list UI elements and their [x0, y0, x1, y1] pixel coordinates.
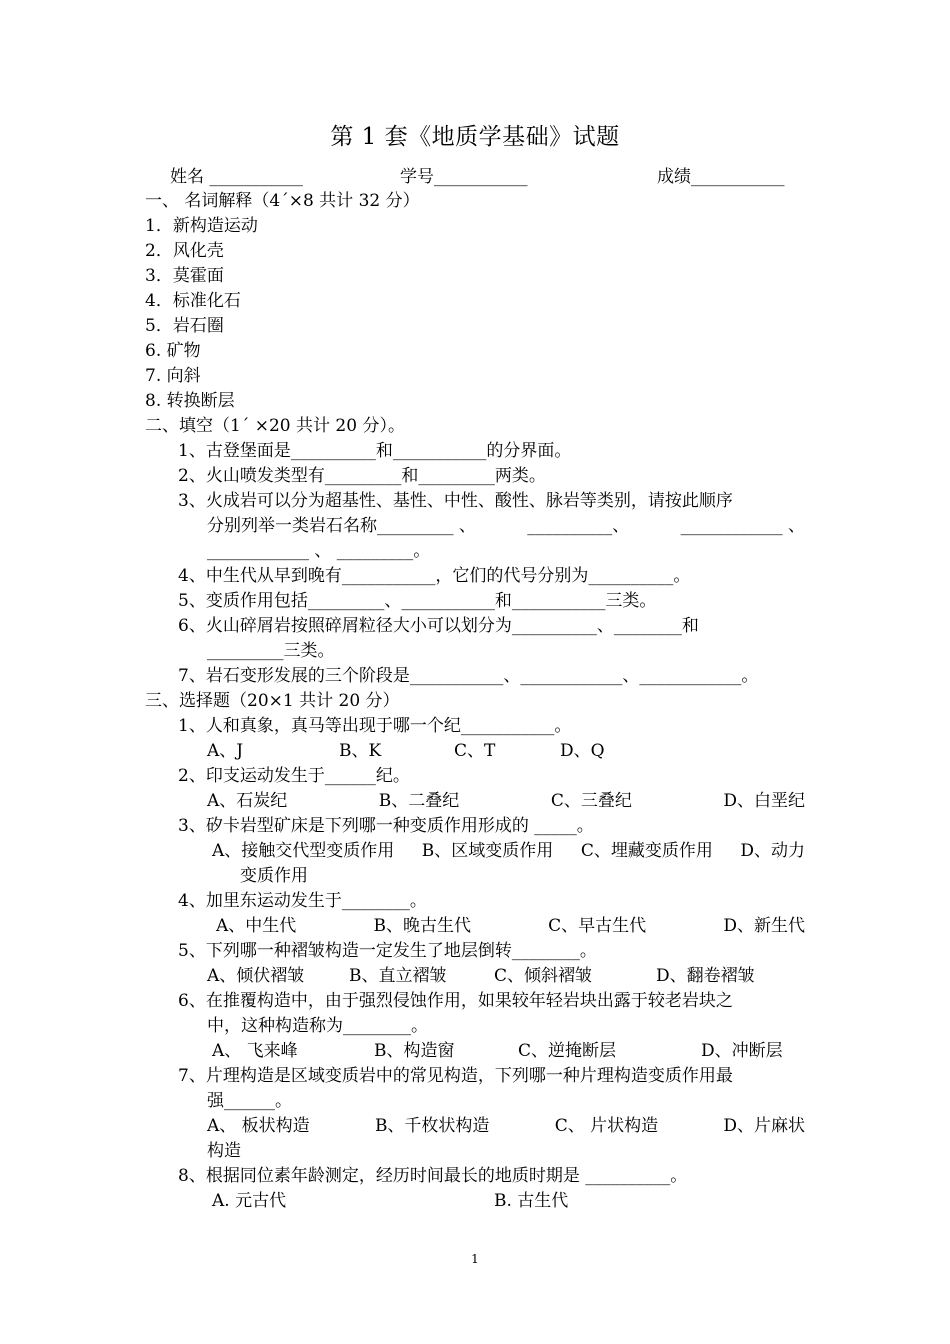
options-row	[207, 790, 805, 812]
options-row	[212, 1040, 783, 1062]
option: A、 飞来峰	[212, 1041, 298, 1061]
option: A、 板状构造	[207, 1116, 310, 1136]
question: 3、火成岩可以分为超基性、基性、中性、酸性、脉岩等类别，请按此顺序	[178, 491, 733, 511]
question: 2、火山喷发类型有_________和_________两类。	[178, 466, 546, 486]
question: 1、古登堡面是__________和___________的分界面。	[178, 441, 572, 461]
question-continuation: 强______。	[207, 1091, 292, 1111]
option: C、逆掩断层	[518, 1041, 617, 1061]
option: B、晚古生代	[373, 916, 471, 936]
question-continuation	[207, 515, 805, 537]
list-item: 3．莫霍面	[145, 266, 224, 286]
question-continuation: ____________ 、 _________。	[207, 541, 431, 561]
question: 4、中生代从早到晚有___________，它们的代号分别为__________。	[178, 566, 691, 586]
question: 4、加里东运动发生于________。	[178, 891, 427, 911]
list-item: 4．标准化石	[145, 291, 241, 311]
option: B、二叠纪	[378, 791, 460, 811]
name-field: 姓名 ___________	[170, 167, 303, 187]
question-continuation: 中，这种构造称为________。	[207, 1016, 428, 1036]
text-segment: 分别列举一类岩石名称_________ 、	[207, 516, 476, 536]
option: D、翻卷褶皱	[656, 966, 755, 986]
option-continuation: 构造	[207, 1141, 241, 1161]
options-row	[207, 965, 755, 987]
question: 7、片理构造是区域变质岩中的常见构造，下列哪一种片理构造变质作用最	[178, 1066, 733, 1086]
option: B、千枚状构造	[374, 1116, 490, 1136]
option: D、新生代	[723, 916, 805, 936]
option: C、三叠纪	[550, 791, 632, 811]
option: D、动力	[740, 841, 805, 861]
option: D、片麻状	[723, 1116, 805, 1136]
option: C、倾斜褶皱	[494, 966, 593, 986]
option: A、J	[207, 741, 244, 761]
list-item: 6. 矿物	[145, 341, 201, 361]
options-row	[216, 915, 805, 937]
option: A. 元古代	[212, 1191, 287, 1211]
option: D、Q	[560, 741, 605, 761]
question: 3、矽卡岩型矿床是下列哪一种变质作用形成的 _____。	[178, 816, 594, 836]
option: B、直立褶皱	[349, 966, 447, 986]
option: D、冲断层	[701, 1041, 783, 1061]
page-number: 1	[471, 1252, 479, 1266]
section3-title: 三、选择题（20×1 共计 20 分）	[145, 691, 400, 711]
option: C、 片状构造	[554, 1116, 659, 1136]
section1-title: 一、 名词解释（4´×8 共计 32 分）	[145, 191, 420, 211]
list-item: 8. 转换断层	[145, 391, 235, 411]
options-row	[212, 1190, 568, 1212]
option: A、接触交代型变质作用	[212, 841, 395, 861]
option: C、T	[454, 741, 496, 761]
option: B. 古生代	[494, 1191, 569, 1211]
options-row	[207, 740, 605, 762]
option: B、区域变质作用	[421, 841, 554, 861]
score-field: 成绩___________	[657, 167, 785, 187]
option: A、石炭纪	[207, 791, 288, 811]
option: C、埋藏变质作用	[580, 841, 713, 861]
options-row	[207, 1115, 805, 1137]
question: 2、印支运动发生于______纪。	[178, 766, 410, 786]
list-item: 7. 向斜	[145, 366, 201, 386]
option-continuation: 变质作用	[240, 866, 308, 886]
options-row	[212, 840, 805, 862]
question: 1、人和真象，真马等出现于哪一个纪___________。	[178, 716, 572, 736]
section2-title: 二、填空（1´ ×20 共计 20 分）。	[145, 416, 405, 436]
option: D、白垩纪	[723, 791, 805, 811]
question: 5、下列哪一种褶皱构造一定发生了地层倒转________。	[178, 941, 597, 961]
list-item: 5．岩石圈	[145, 316, 224, 336]
list-item: 1．新构造运动	[145, 216, 258, 236]
question: 7、岩石变形发展的三个阶段是___________、____________、____________。	[178, 666, 759, 686]
text-segment: ____________ 、	[680, 516, 805, 536]
question: 6、在推覆构造中，由于强烈侵蚀作用，如果较年轻岩块出露于较老岩块之	[178, 991, 733, 1011]
question: 6、火山碎屑岩按照碎屑粒径大小可以划分为__________、________和	[178, 616, 699, 636]
question: 8、根据同位素年龄测定，经历时间最长的地质时期是 __________。	[178, 1166, 688, 1186]
page-title: 第 1 套《地质学基础》试题	[330, 124, 620, 150]
option: A、倾伏褶皱	[207, 966, 305, 986]
option: A、中生代	[216, 916, 297, 936]
text-segment: __________、	[527, 516, 630, 536]
option: B、构造窗	[374, 1041, 455, 1061]
option: C、早古生代	[548, 916, 647, 936]
question-continuation: _________三类。	[207, 641, 335, 661]
list-item: 2．风化壳	[145, 241, 224, 261]
option: B、K	[339, 741, 382, 761]
student-id-field: 学号___________	[400, 167, 528, 187]
question: 5、变质作用包括_________、___________和___________三类。	[178, 591, 657, 611]
